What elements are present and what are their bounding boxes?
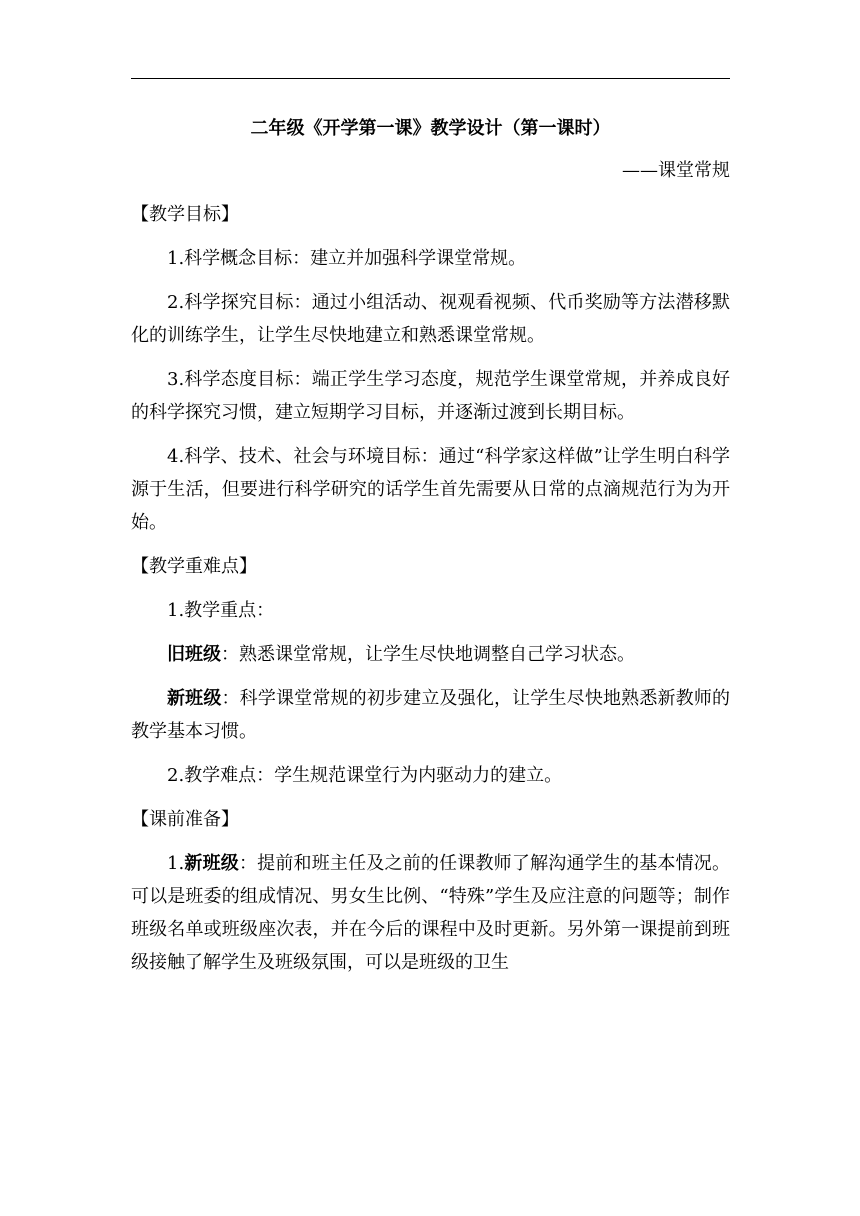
section-heading-key-points: 【教学重难点】	[131, 556, 257, 577]
preparation-item-label: 新班级	[184, 853, 239, 874]
objective-item: 4.科学、技术、社会与环境目标：通过“科学家这样做”让学生明白科学源于生活，但要进行科学研究的话学生首先需要从日常的点滴规范行为为开始。	[131, 446, 730, 533]
header-rule	[131, 78, 730, 79]
objective-item: 2.科学探究目标：通过小组活动、视观看视频、代币奖励等方法潜移默化的训练学生，让学生尽快地建立和熟悉课堂常规。	[131, 292, 730, 346]
new-class-text: ：科学课堂常规的初步建立及强化，让学生尽快地熟悉新教师的教学基本习惯。	[131, 688, 730, 742]
key-focus-new-class	[131, 682, 730, 748]
old-class-label: 旧班级	[167, 644, 221, 665]
new-class-label: 新班级	[167, 688, 222, 709]
section-heading-objectives: 【教学目标】	[131, 204, 239, 225]
document-subtitle: ——课堂常规	[622, 160, 730, 181]
key-focus-heading: 1.教学重点：	[167, 600, 275, 621]
key-difficulty: 2.教学难点：学生规范课堂行为内驱动力的建立。	[167, 765, 563, 786]
objective-item: 3.科学态度目标：端正学生学习态度，规范学生课堂常规，并养成良好的科学探究习惯，建立短期学习目标，并逐渐过渡到长期目标。	[131, 369, 730, 423]
key-focus-old-class	[131, 638, 730, 671]
document-title: 二年级《开学第一课》教学设计（第一课时）	[250, 118, 611, 139]
preparation-item-text: ：提前和班主任及之前的任课教师了解沟通学生的基本情况。可以是班委的组成情况、男女生比例、“特殊”学生及应注意的问题等；制作班级名单或班级座次表，并在今后的课程中及时更新。另外第一课提前到班级接触了解学生及班级氛围，可以是班级的卫生	[131, 853, 731, 973]
preparation-item	[131, 847, 730, 979]
section-heading-preparation: 【课前准备】	[131, 809, 239, 830]
preparation-item-number: 1.	[167, 853, 185, 874]
old-class-text: ：熟悉课堂常规，让学生尽快地调整自己学习状态。	[221, 644, 635, 665]
objective-item: 1.科学概念目标：建立并加强科学课堂常规。	[167, 248, 527, 269]
document-body	[131, 112, 730, 979]
